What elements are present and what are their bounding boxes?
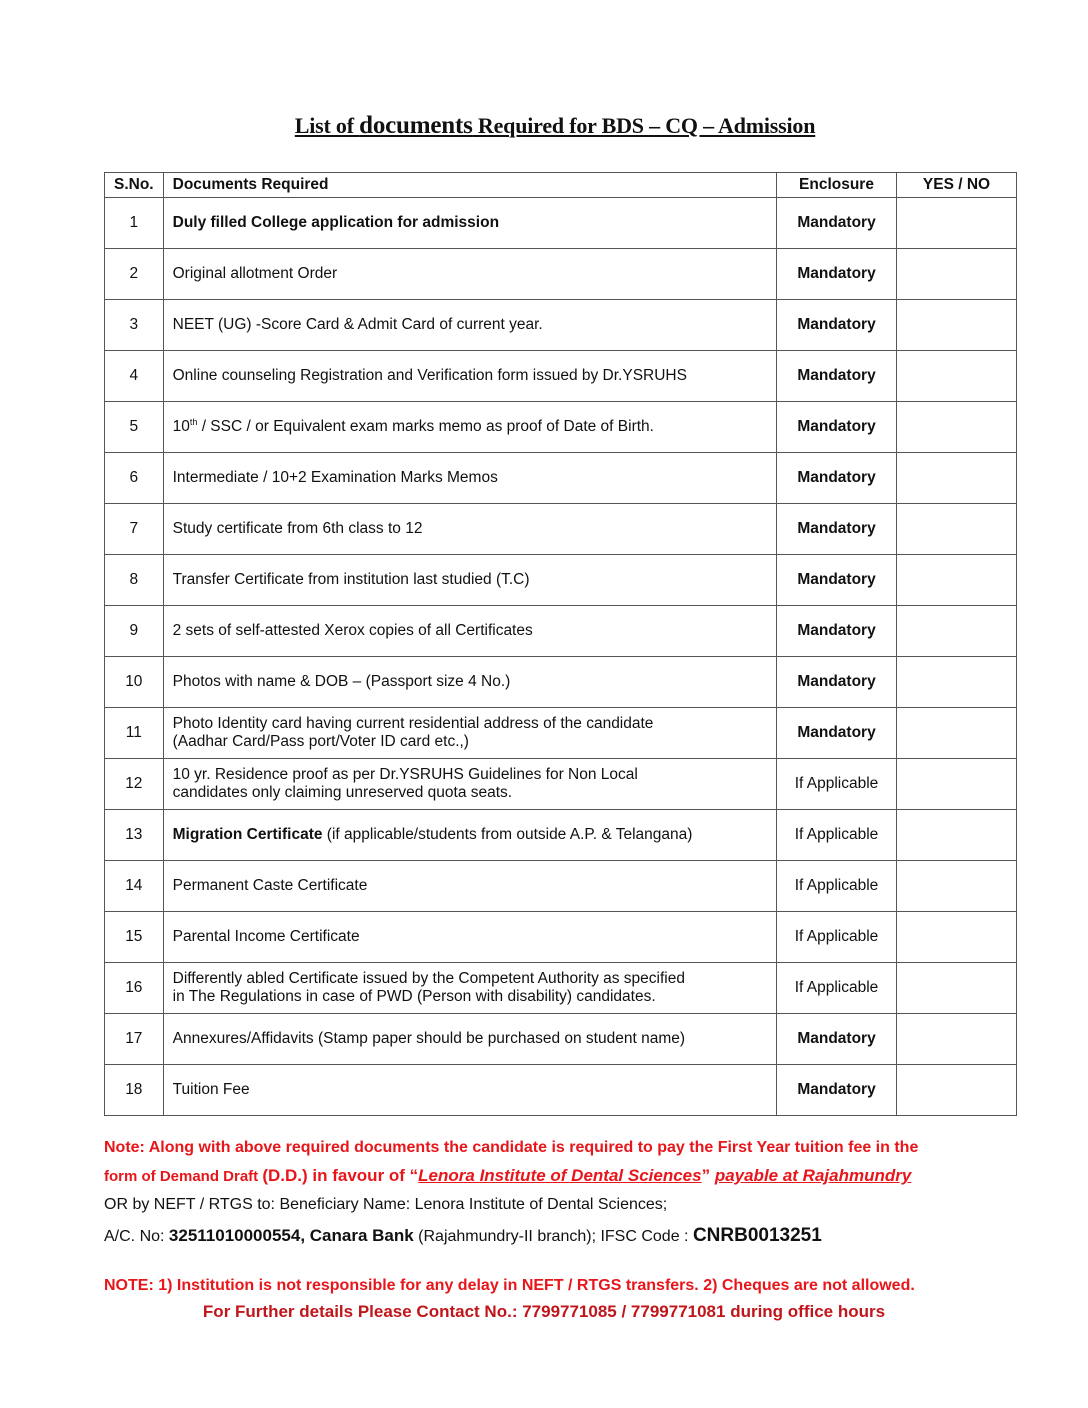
table-row xyxy=(105,606,1017,657)
table-row xyxy=(105,912,1017,963)
doc-text: / SSC / or Equivalent exam marks memo as proof of Date of Birth. xyxy=(197,418,654,436)
neft-beneficiary-line: OR by NEFT / RTGS to: Beneficiary Name: Lenora Institute of Dental Sciences; xyxy=(104,1196,668,1213)
row-document: Parental Income Certificate xyxy=(163,912,776,963)
table-row xyxy=(105,555,1017,606)
row-document xyxy=(163,759,776,810)
row-enclosure: Mandatory xyxy=(777,1014,897,1065)
row-enclosure: Mandatory xyxy=(777,198,897,249)
row-sno: 7 xyxy=(105,504,164,555)
row-enclosure: Mandatory xyxy=(777,402,897,453)
row-document: Permanent Caste Certificate xyxy=(163,861,776,912)
title-part: Required for BDS – CQ – Admission xyxy=(472,113,816,138)
doc-line: Differently abled Certificate issued by the Competent Authority as specified xyxy=(172,970,685,987)
row-sno: 12 xyxy=(105,759,164,810)
table-row xyxy=(105,759,1017,810)
table-row xyxy=(105,504,1017,555)
table-row xyxy=(105,810,1017,861)
row-enclosure: Mandatory xyxy=(777,1065,897,1116)
row-document: Original allotment Order xyxy=(163,249,776,300)
doc-text: (if applicable/students from outside A.P. & Telangana) xyxy=(322,826,693,843)
note-text: (D.D.) xyxy=(262,1166,308,1185)
header-documents: Documents Required xyxy=(163,173,776,198)
row-enclosure: Mandatory xyxy=(777,249,897,300)
row-yes-no-cell[interactable] xyxy=(897,504,1017,555)
row-yes-no-cell[interactable] xyxy=(897,300,1017,351)
row-sno: 3 xyxy=(105,300,164,351)
row-enclosure: Mandatory xyxy=(777,555,897,606)
table-row xyxy=(105,249,1017,300)
row-yes-no-cell[interactable] xyxy=(897,606,1017,657)
row-document: 2 sets of self-attested Xerox copies of all Certificates xyxy=(163,606,776,657)
header-sno: S.No. xyxy=(105,173,164,198)
note-text: form of Demand Draft xyxy=(104,1168,263,1185)
row-enclosure: Mandatory xyxy=(777,453,897,504)
row-sno: 14 xyxy=(105,861,164,912)
contact-info: For Further details Please Contact No.: 7799771085 / 7799771081 during office hours xyxy=(202,1302,886,1321)
row-enclosure: If Applicable xyxy=(777,861,897,912)
row-sno: 8 xyxy=(105,555,164,606)
row-sno: 1 xyxy=(105,198,164,249)
account-number: 32511010000554, Canara Bank xyxy=(168,1226,414,1245)
row-yes-no-cell[interactable] xyxy=(897,555,1017,606)
row-yes-no-cell[interactable] xyxy=(897,1014,1017,1065)
doc-prefix: 10 xyxy=(172,418,190,436)
row-sno: 10 xyxy=(105,657,164,708)
bank-account-line xyxy=(104,1225,1034,1247)
table-row xyxy=(105,300,1017,351)
row-yes-no-cell[interactable] xyxy=(897,249,1017,300)
table-row xyxy=(105,1065,1017,1116)
row-yes-no-cell[interactable] xyxy=(897,198,1017,249)
row-enclosure: Mandatory xyxy=(777,708,897,759)
row-yes-no-cell[interactable] xyxy=(897,759,1017,810)
row-enclosure: Mandatory xyxy=(777,504,897,555)
row-enclosure: Mandatory xyxy=(777,657,897,708)
table-row xyxy=(105,708,1017,759)
row-sno: 15 xyxy=(105,912,164,963)
row-document: Study certificate from 6th class to 12 xyxy=(163,504,776,555)
row-document xyxy=(163,708,776,759)
title-part: documents xyxy=(359,112,473,139)
payment-note-line1: Note: Along with above required documents the candidate is required to pay the First Year tuition fee in the xyxy=(104,1139,919,1156)
row-document xyxy=(163,963,776,1014)
table-row xyxy=(105,861,1017,912)
institute-name: Lenora Institute of Dental Sciences xyxy=(418,1166,702,1185)
row-sno: 5 xyxy=(105,402,164,453)
table-header-row xyxy=(105,173,1017,198)
row-enclosure: If Applicable xyxy=(777,759,897,810)
doc-line: candidates only claiming unreserved quota seats. xyxy=(172,784,513,801)
ifsc-code: CNRB0013251 xyxy=(692,1225,822,1246)
table-row xyxy=(105,657,1017,708)
row-document: Transfer Certificate from institution last studied (T.C) xyxy=(163,555,776,606)
row-document: Photos with name & DOB – (Passport size 4 No.) xyxy=(163,657,776,708)
row-yes-no-cell[interactable] xyxy=(897,708,1017,759)
row-enclosure: If Applicable xyxy=(777,912,897,963)
row-sno: 6 xyxy=(105,453,164,504)
row-document xyxy=(163,402,776,453)
doc-line: (Aadhar Card/Pass port/Voter ID card etc.,) xyxy=(172,733,469,750)
row-yes-no-cell[interactable] xyxy=(897,402,1017,453)
account-label: A/C. No: xyxy=(104,1228,169,1245)
row-sno: 17 xyxy=(105,1014,164,1065)
note-text: in favour of “ xyxy=(307,1166,419,1185)
row-sno: 9 xyxy=(105,606,164,657)
table-row xyxy=(105,963,1017,1014)
title-part: List of xyxy=(294,113,360,138)
row-enclosure: Mandatory xyxy=(777,351,897,402)
row-yes-no-cell[interactable] xyxy=(897,1065,1017,1116)
transfer-note: NOTE: 1) Institution is not responsible for any delay in NEFT / RTGS transfers. 2) Cheques are not allowed. xyxy=(104,1277,915,1294)
row-sno: 13 xyxy=(105,810,164,861)
row-sno: 16 xyxy=(105,963,164,1014)
header-enclosure: Enclosure xyxy=(777,173,897,198)
row-document: Tuition Fee xyxy=(163,1065,776,1116)
table-row xyxy=(105,198,1017,249)
row-document: Online counseling Registration and Verification form issued by Dr.YSRUHS xyxy=(163,351,776,402)
payable-location: payable at Rajahmundry xyxy=(714,1166,912,1185)
doc-line: in The Regulations in case of PWD (Person with disability) candidates. xyxy=(172,988,656,1005)
row-sno: 18 xyxy=(105,1065,164,1116)
doc-superscript: th xyxy=(189,417,198,428)
header-yes-no: YES / NO xyxy=(897,173,1017,198)
row-enclosure: If Applicable xyxy=(777,963,897,1014)
page-title xyxy=(0,112,1088,140)
payment-note-line2 xyxy=(104,1166,1034,1186)
table-row xyxy=(105,351,1017,402)
row-sno: 4 xyxy=(105,351,164,402)
row-document: Duly filled College application for admission xyxy=(163,198,776,249)
row-sno: 2 xyxy=(105,249,164,300)
row-document xyxy=(163,810,776,861)
row-yes-no-cell[interactable] xyxy=(897,657,1017,708)
doc-line: 10 yr. Residence proof as per Dr.YSRUHS Guidelines for Non Local xyxy=(172,766,638,783)
row-document: NEET (UG) -Score Card & Admit Card of current year. xyxy=(163,300,776,351)
row-yes-no-cell[interactable] xyxy=(897,861,1017,912)
row-document: Annexures/Affidavits (Stamp paper should be purchased on student name) xyxy=(163,1014,776,1065)
row-yes-no-cell[interactable] xyxy=(897,351,1017,402)
row-yes-no-cell[interactable] xyxy=(897,453,1017,504)
row-enclosure: If Applicable xyxy=(777,810,897,861)
doc-bold-text: Migration Certificate xyxy=(172,826,323,843)
row-yes-no-cell[interactable] xyxy=(897,912,1017,963)
row-yes-no-cell[interactable] xyxy=(897,810,1017,861)
table-row xyxy=(105,453,1017,504)
branch-text: (Rajahmundry-II branch); IFSC Code : xyxy=(413,1228,693,1245)
doc-line: Photo Identity card having current residential address of the candidate xyxy=(172,715,654,732)
table-row xyxy=(105,1014,1017,1065)
table-row xyxy=(105,402,1017,453)
documents-table xyxy=(104,172,1017,1116)
row-yes-no-cell[interactable] xyxy=(897,963,1017,1014)
row-document: Intermediate / 10+2 Examination Marks Memos xyxy=(163,453,776,504)
row-enclosure: Mandatory xyxy=(777,300,897,351)
row-enclosure: Mandatory xyxy=(777,606,897,657)
note-text: ” xyxy=(701,1166,715,1185)
row-sno: 11 xyxy=(105,708,164,759)
